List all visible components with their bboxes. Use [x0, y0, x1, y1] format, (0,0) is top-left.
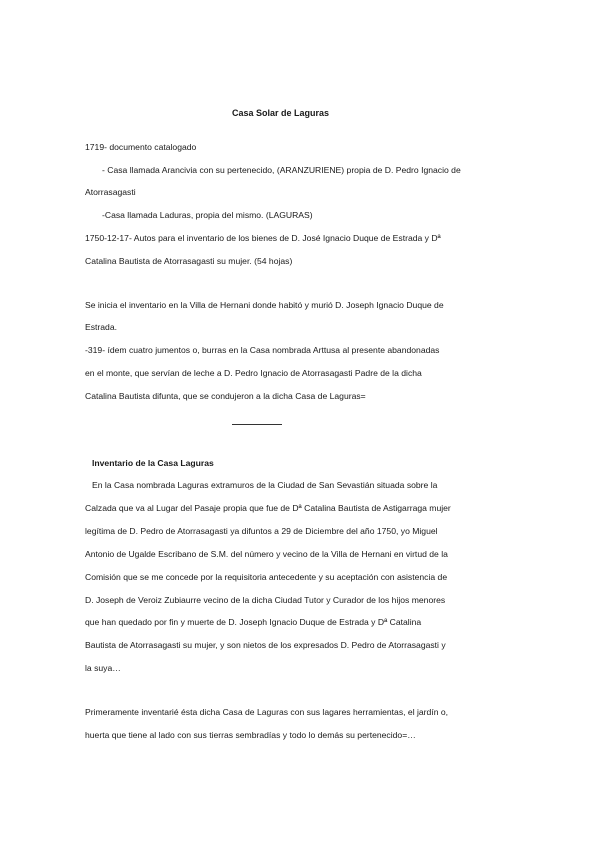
paragraph-line: 1750-12-17- Autos para el inventario de los bienes de D. José Ignacio Duque de Estrada y Dª	[85, 233, 441, 243]
paragraph-line: la suya…	[85, 663, 121, 673]
paragraph-line: -319- ídem cuatro jumentos o, burras en la Casa nombrada Arttusa al presente abandonadas	[85, 345, 440, 355]
paragraph-line: D. Joseph de Veroiz Zubiaurre vecino de la dicha Ciudad Tutor y Curador de los hijos menores	[85, 595, 446, 605]
document-title: Casa Solar de Laguras	[232, 108, 330, 118]
paragraph-line: huerta que tiene al lado con sus tierras sembradías y todo lo demás su pertenecido=…	[85, 730, 416, 740]
paragraph-line: legítima de D. Pedro de Atorrasagasti ya difuntos a 29 de Diciembre del año 1750, yo Miguel	[85, 526, 438, 536]
paragraph-line: -Casa llamada Laduras, propia del mismo. (LAGURAS)	[102, 210, 313, 220]
paragraph-line: Comisión que se me concede por la requisitoria antecedente y su aceptación con asistencia de	[85, 572, 448, 582]
paragraph-line: Se inicia el inventario en la Villa de Hernani donde habitó y murió D. Joseph Ignacio Duque de	[85, 300, 444, 310]
paragraph-line: que han quedado por fin y muerte de D. Joseph Ignacio Duque de Estrada y Dª Catalina	[85, 617, 422, 627]
paragraph-line: Primeramente inventarié ésta dicha Casa de Laguras con sus lagares herramientas, el jardín o,	[85, 707, 449, 717]
paragraph-line: En la Casa nombrada Laguras extramuros de la Ciudad de San Sevastián situada sobre la	[92, 480, 438, 490]
paragraph-line: 1719- documento catalogado	[85, 142, 197, 152]
section-heading: Inventario de la Casa Laguras	[92, 458, 214, 468]
paragraph-line: - Casa llamada Arancivia con su pertenecido, (ARANZURIENE) propia de D. Pedro Ignacio de	[102, 165, 461, 175]
paragraph-line: Estrada.	[85, 322, 118, 332]
separator-line	[232, 424, 282, 425]
paragraph-line: Catalina Bautista difunta, que se condujeron a la dicha Casa de Laguras=	[85, 391, 366, 401]
paragraph-line: Calzada que va al Lugar del Pasaje propia que fue de Dª Catalina Bautista de Astigarraga mujer	[85, 503, 451, 513]
paragraph-line: Catalina Bautista de Atorrasagasti su mujer. (54 hojas)	[85, 256, 293, 266]
paragraph-line: Bautista de Atorrasagasti su mujer, y son nietos de los expresados D. Pedro de Atorrasagasti y	[85, 640, 446, 650]
paragraph-line: Atorrasagasti	[85, 187, 136, 197]
paragraph-line: en el monte, que servían de leche a D. Pedro Ignacio de Atorrasagasti Padre de la dicha	[85, 368, 422, 378]
paragraph-line: Antonio de Ugalde Escribano de S.M. del número y vecino de la Villa de Hernani en virtud de la	[85, 549, 448, 559]
